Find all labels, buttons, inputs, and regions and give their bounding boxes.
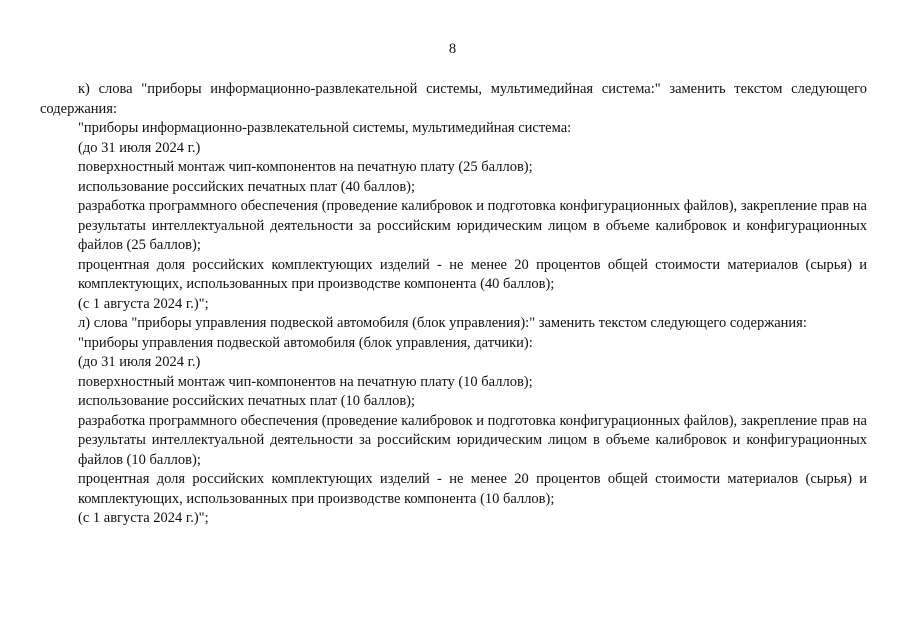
paragraph-k-item-components-share: процентная доля российских комплектующих изделий - не менее 20 процентов общей стоимости материалов (сырья) и комплектующих, использованных при производстве компонента (40 баллов); xyxy=(78,256,867,292)
paragraph-k-from-date: (с 1 августа 2024 г.)"; xyxy=(78,295,209,312)
paragraph-l-item-chip-mount: поверхностный монтаж чип-компонентов на печатную плату (10 баллов); xyxy=(78,373,533,390)
page-number: 8 xyxy=(448,41,457,57)
paragraph-l-quote-title: "приборы управления подвеской автомобиля (блок управления, датчики): xyxy=(78,334,533,351)
paragraph-k-quote-title: "приборы информационно-развлекательной системы, мультимедийная система: xyxy=(78,120,572,136)
paragraph-l-intro: л) слова "приборы управления подвеской автомобиля (блок управления):" заменить текстом следующего содержания: xyxy=(78,315,807,331)
paragraph-k-item-software: разработка программного обеспечения (проведение калибровок и подготовка конфигурационных файлов), закрепление прав на результаты интеллектуальной деятельности за российским юридическим лицом в объеме калибровок и конфигурационных файлов (25 баллов); xyxy=(78,198,867,253)
paragraph-k-intro: к) слова "приборы информационно-развлекательной системы, мультимедийная система:" заменить текстом следующего содержания: xyxy=(40,81,867,117)
paragraph-l-until-date: (до 31 июля 2024 г.) xyxy=(78,354,201,370)
paragraph-l-item-pcb: использование российских печатных плат (10 баллов); xyxy=(78,393,416,409)
paragraph-k-until-date: (до 31 июля 2024 г.) xyxy=(78,139,201,156)
paragraph-k-item-chip-mount: поверхностный монтаж чип-компонентов на печатную плату (25 баллов); xyxy=(78,159,533,175)
paragraph-k-item-pcb: использование российских печатных плат (40 баллов); xyxy=(78,178,416,195)
paragraph-l-item-components-share: процентная доля российских комплектующих изделий - не менее 20 процентов общей стоимости материалов (сырья) и комплектующих, использованных при производстве компонента (10 баллов); xyxy=(78,471,867,507)
paragraph-l-item-software: разработка программного обеспечения (проведение калибровок и подготовка конфигурационных файлов), закрепление прав на результаты интеллектуальной деятельности за российским юридическим лицом в объеме калибровок и конфигурационных файлов (10 баллов); xyxy=(78,412,867,468)
document-body xyxy=(40,80,867,529)
paragraph-l-from-date: (с 1 августа 2024 г.)"; xyxy=(78,510,209,526)
